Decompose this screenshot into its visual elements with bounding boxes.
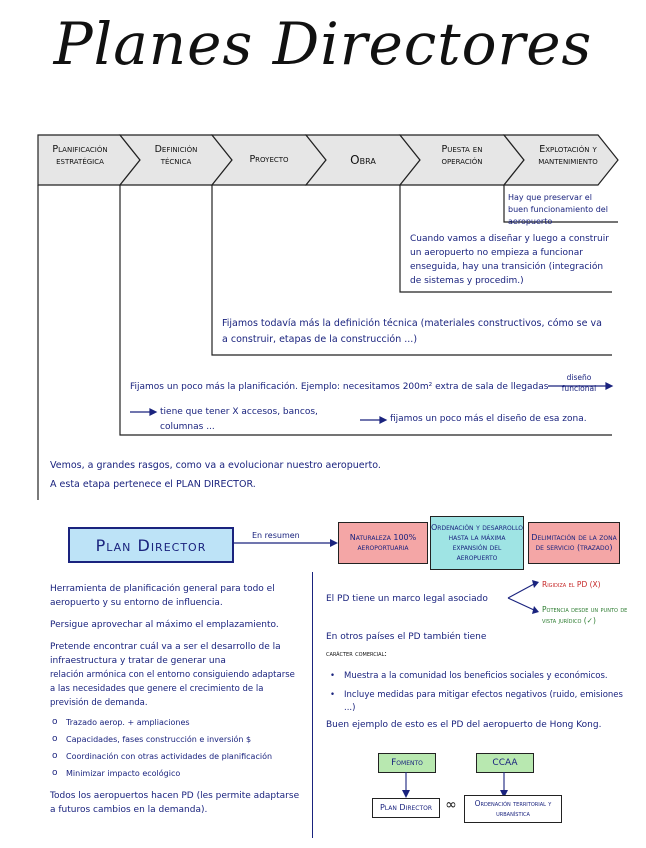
left-bullet: o Minimizar impacto ecológico [66,767,300,781]
right-hongkong: Buen ejemplo de esto es el PD del aeropuerto de Hong Kong. [326,720,602,730]
box-ordenacion-territorial: Ordenación territorial y urbanística [464,795,562,823]
right-caracter: carácter comercial: [326,649,387,658]
box-ordenacion: Ordenación y desarrollo hasta la máxima expansión del aeropuerto [430,516,524,570]
note-definicion: Fijamos todavía más la definición técnica (materiales constructivos, cómo se va a construir, etapas de la construcción ...) [222,318,602,345]
note-preservar: Hay que preservar el buen funcionamiento del aeropuerto [508,193,608,226]
left-bullets [50,716,300,781]
right-dot: • Incluye medidas para mitigar efectos negativos (ruido, emisiones ...) [344,689,634,715]
note-transicion: Cuando vamos a diseñar y luego a construir un aeropuerto no empieza a funcionar enseguida, hay una transición (integración de sistemas y procedim.) [410,234,609,286]
left-bullet: o Trazado aerop. + ampliaciones [66,716,300,730]
potencia-text: Potencia desde un punto de vista jurídico (✓) [542,605,628,625]
left-p4: Todos los aeropuertos hacen PD (les permite adaptarse a futuros cambios en la demanda). [50,791,300,815]
right-dot: • Muestra a la comunidad los beneficios sociales y económicos. [344,670,634,683]
box-plan-director-small: Plan Director [372,798,440,818]
marco-branch-arrows [506,578,540,618]
note-planificacion-c: fijamos un poco más el diseño de esa zona. [390,414,587,424]
left-p3b: relación armónica con el entorno consiguiendo adaptarse a las necesidades que genere el crecimiento de la previsión de demanda. [50,670,295,708]
note-grandes-rasgos: Vemos, a grandes rasgos, como va a evolucionar nuestro aeropuerto. [50,460,381,471]
plan-director-box: Plan Director [68,527,234,563]
box-naturaleza: Naturaleza 100% aeroportuaria [338,522,428,564]
left-p2: Persigue aprovechar al máximo el emplazamiento. [50,620,279,630]
left-p3: Pretende encontrar cuál va a ser el desarrollo de la infraestructura y tratar de generar una [50,642,281,666]
stage-label-puesta: Puesta en operación [441,144,483,167]
right-marco: El PD tiene un marco legal asociado [326,594,488,604]
box-fomento: Fomento [378,753,436,773]
en-resumen-arrow [230,536,340,550]
box-delimitacion: Delimitación de la zona de servicio (trazado) [528,522,620,564]
left-bullet: o Coordinación con otras actividades de planificación [66,750,300,764]
link-symbol: ∞ [445,797,457,813]
rigidiza-text: Rigidiza el PD (X) [542,580,601,589]
column-divider [312,572,313,838]
right-dots [328,664,634,721]
note-etapa: A esta etapa pertenece el PLAN DIRECTOR. [50,479,256,490]
left-column [50,582,300,817]
right-otros: En otros países el PD también tiene [326,632,487,642]
stage-label-planificacion: Planificación estratégica [52,144,108,167]
left-p1: Herramienta de planificación general para todo el aeropuerto y su entorno de influencia. [50,584,275,608]
stage-label-proyecto: Proyecto [249,154,289,165]
stage-label-obra: Obra [350,153,376,167]
note-planificacion-a: Fijamos un poco más la planificación. Ejemplo: necesitamos 200m² extra de sala de llegadas [130,382,549,392]
stage-label-explotacion: Explotación y mantenimiento [538,144,598,167]
note-planificacion-b: tiene que tener X accesos, bancos, columnas ... [160,407,318,432]
en-resumen-label: En resumen [252,531,300,540]
left-bullet: o Capacidades, fases construcción e inversión $ [66,733,300,747]
box-ccaa: CCAA [476,753,534,773]
stage-label-definicion: Definición técnica [154,144,198,167]
page-title: Planes Directores [53,10,593,78]
note-diseno-funcional: diseño funcional [561,373,597,393]
